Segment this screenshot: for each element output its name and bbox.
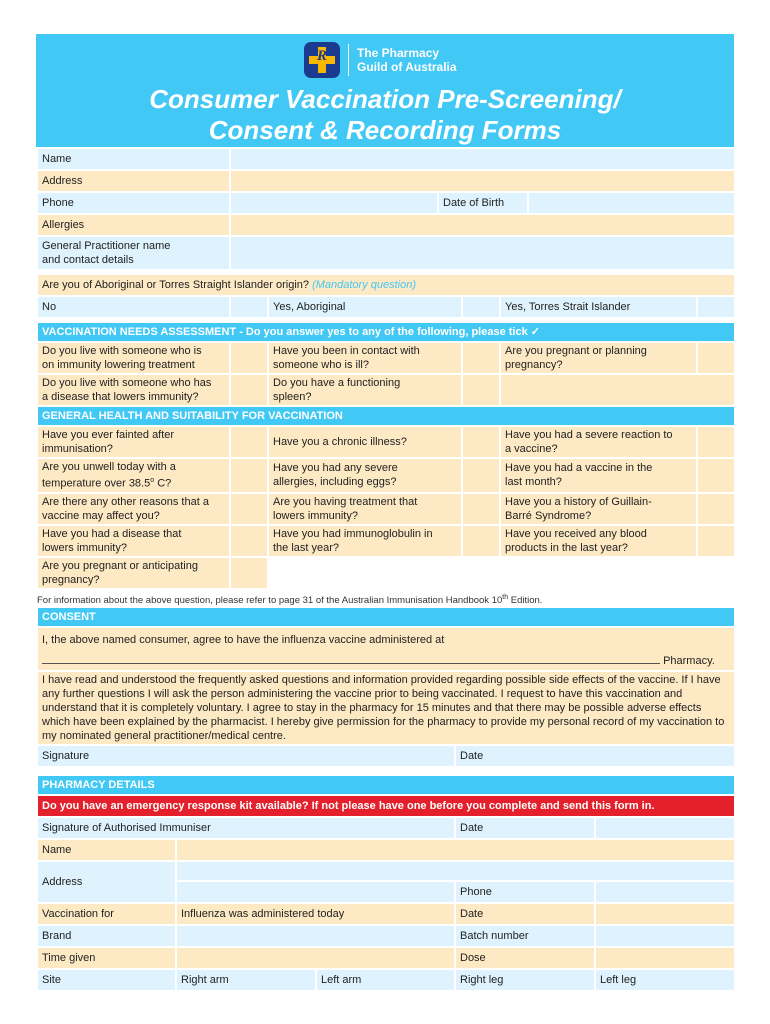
pharmacy-name-label: Name (37, 839, 176, 861)
needs-q1-line2: on immunity lowering treatment (42, 359, 195, 371)
needs-q4-checkbox[interactable] (230, 374, 268, 406)
form-page (36, 34, 734, 992)
site-right-arm[interactable]: Right arm (176, 969, 316, 991)
health-q11-line2: the last year? (273, 541, 340, 554)
dose-label: Dose (455, 947, 595, 969)
title-line1: Consumer Vaccination Pre-Screening/ (149, 84, 621, 114)
health-q11-line1: Have you had immunoglobulin in (273, 527, 433, 540)
pharmacy-line (42, 654, 730, 668)
health-q7 (37, 493, 230, 525)
health-q7-line2: vaccine may affect you? (42, 509, 160, 522)
needs-q2-line1: Have you been in contact with (273, 345, 420, 357)
health-q5 (268, 458, 462, 493)
health-q9 (500, 493, 697, 525)
dose-field[interactable] (595, 947, 735, 969)
needs-q4-line2: a disease that lowers immunity? (42, 391, 199, 403)
health-q10-line2: lowers immunity? (42, 541, 127, 554)
emergency-kit-alert: Do you have an emergency response kit available? If not please have one before you complete and send this form in. (37, 795, 735, 817)
health-q4-temp: temperature over 38.5 (42, 477, 151, 490)
pharmacy-suffix: Pharmacy. (663, 654, 715, 667)
site-left-arm[interactable]: Left arm (316, 969, 455, 991)
needs-q1-checkbox[interactable] (230, 342, 268, 374)
batch-field[interactable] (595, 925, 735, 947)
brand-label: Brand (37, 925, 176, 947)
address-label: Address (37, 170, 230, 192)
pharmacy-date-label: Date (455, 817, 595, 839)
health-q5-line1: Have you had any severe (273, 462, 398, 475)
health-q9-line1: Have you a history of Guillain- (505, 495, 652, 508)
site-right-leg[interactable]: Right leg (455, 969, 595, 991)
health-q6-checkbox[interactable] (697, 458, 735, 493)
page-title (36, 84, 734, 146)
gp-field[interactable] (230, 236, 735, 270)
guild-name-line1: The Pharmacy (357, 46, 440, 60)
needs-q5-checkbox[interactable] (462, 374, 500, 406)
pharmacy-address-field-2[interactable] (176, 881, 455, 903)
needs-empty-cell (500, 374, 735, 406)
health-q2: Have you a chronic illness? (268, 426, 462, 458)
needs-q1-line1: Do you live with someone who is (42, 345, 202, 357)
health-q3 (500, 426, 697, 458)
pharmacy-phone-field[interactable] (595, 881, 735, 903)
origin-no-label: No (37, 296, 230, 318)
needs-heading-text: VACCINATION NEEDS ASSESSMENT - Do you answer yes to any of the following, please tick (42, 326, 528, 338)
health-q13-line2: pregnancy? (42, 573, 100, 586)
needs-q3 (500, 342, 697, 374)
edition-sup: th (502, 593, 509, 601)
allergies-field[interactable] (230, 214, 735, 236)
tick-icon: ✓ (530, 326, 540, 338)
origin-no-checkbox[interactable] (230, 296, 268, 318)
health-q1-line1: Have you ever fainted after (42, 429, 175, 441)
site-left-leg[interactable]: Left leg (595, 969, 735, 991)
mandatory-note: (Mandatory question) (312, 279, 417, 291)
pharmacy-address-label: Address (37, 861, 176, 903)
health-q1 (37, 426, 230, 458)
consent-table (36, 606, 736, 768)
health-q4-checkbox[interactable] (230, 458, 268, 493)
origin-tsi-checkbox[interactable] (697, 296, 735, 318)
origin-table (36, 273, 736, 319)
handbook-note-text: For information about the above question, please refer to page 31 of the Australian Immunisation Handbook 10 (37, 594, 503, 606)
pharmacy-name-input[interactable] (176, 839, 735, 861)
vaccination-for-value: Influenza was administered today (176, 903, 455, 925)
health-q12 (500, 525, 697, 557)
health-heading: GENERAL HEALTH AND SUITABILITY FOR VACCINATION (37, 406, 735, 426)
needs-q2-line2: someone who is ill? (273, 359, 369, 371)
immuniser-signature-label: Signature of Authorised Immuniser (42, 821, 211, 834)
health-q13 (37, 557, 230, 589)
signature-label: Signature (42, 749, 90, 762)
health-q11 (268, 525, 462, 557)
guild-name-line2: Guild of Australia (357, 60, 457, 74)
health-q4-unit: C? (154, 477, 172, 490)
phone-label: Phone (37, 192, 230, 214)
health-q8 (268, 493, 462, 525)
time-given-label: Time given (37, 947, 176, 969)
needs-q4 (37, 374, 230, 406)
health-q3-checkbox[interactable] (697, 426, 735, 458)
needs-q4-line1: Do you live with someone who has (42, 377, 212, 389)
address-field[interactable] (230, 170, 735, 192)
health-q11-checkbox[interactable] (462, 525, 500, 557)
health-q9-line2: Barré Syndrome? (505, 509, 592, 522)
phone-field[interactable] (230, 192, 438, 214)
health-q10-checkbox[interactable] (230, 525, 268, 557)
health-q4-line1: Are you unwell today with a (42, 461, 176, 473)
consent-date-field[interactable] (455, 745, 735, 767)
consent-agree-text: I, the above named consumer, agree to have the influenza vaccine administered at (42, 633, 445, 646)
personal-details-table (36, 147, 736, 271)
health-q3-line2: a vaccine? (505, 443, 558, 455)
needs-q3-line1: Are you pregnant or planning (505, 345, 647, 357)
handbook-note-end: Edition. (508, 594, 543, 606)
pharmacy-date-field[interactable] (595, 817, 735, 839)
needs-q5-line1: Do you have a functioning (273, 377, 401, 389)
brand-field[interactable] (176, 925, 455, 947)
gp-label-line2: and contact details (42, 254, 134, 266)
guild-logo (304, 42, 504, 78)
time-given-field[interactable] (176, 947, 455, 969)
health-q5-checkbox[interactable] (462, 458, 500, 493)
form-header (36, 34, 734, 147)
health-q8-checkbox[interactable] (462, 493, 500, 525)
batch-label: Batch number (455, 925, 595, 947)
screening-table (36, 321, 736, 590)
site-label: Site (37, 969, 176, 991)
health-q12-checkbox[interactable] (697, 525, 735, 557)
health-q12-line2: products in the last year? (505, 541, 628, 554)
title-line2: Consent & Recording Forms (208, 115, 562, 145)
consent-agree (37, 627, 735, 671)
health-q7-line1: Are there any other reasons that a (42, 495, 209, 508)
pharmacy-heading: PHARMACY DETAILS (37, 775, 735, 795)
health-q10 (37, 525, 230, 557)
guild-cross-icon (304, 42, 340, 78)
needs-q2-checkbox[interactable] (462, 342, 500, 374)
needs-q2 (268, 342, 462, 374)
health-q9-checkbox[interactable] (697, 493, 735, 525)
health-q8-line2: lowers immunity? (273, 509, 358, 522)
origin-question-text: Are you of Aboriginal or Torres Straight Islander origin? (42, 279, 309, 291)
needs-q5 (268, 374, 462, 406)
guild-name (357, 46, 457, 74)
needs-q5-line2: spleen? (273, 391, 312, 403)
pharmacy-phone-label: Phone (455, 881, 595, 903)
dob-label: Date of Birth (438, 192, 528, 214)
origin-tsi-label: Yes, Torres Strait Islander (500, 296, 697, 318)
needs-q3-line2: pregnancy? (505, 359, 563, 371)
name-field[interactable] (230, 148, 735, 170)
vaccination-for-label: Vaccination for (37, 903, 176, 925)
needs-q1 (37, 342, 230, 374)
handbook-note (36, 590, 734, 606)
consent-date-label: Date (460, 749, 484, 762)
health-q1-checkbox[interactable] (230, 426, 268, 458)
origin-aboriginal-checkbox[interactable] (462, 296, 500, 318)
health-q4-line2 (42, 474, 225, 491)
degree-sup: o (150, 477, 155, 484)
health-q8-line1: Are you having treatment that (273, 495, 418, 508)
health-q4 (37, 458, 230, 493)
health-q13-checkbox[interactable] (230, 557, 268, 589)
needs-heading (37, 322, 735, 342)
consent-text: I have read and understood the frequently asked questions and information provided regarding possible side effects of the vaccine. If I have any further questions I will ask the person administering the vaccine prior to being vaccinated. I request to have this vaccination and understand that it is completely voluntary. I agree to stay in the pharmacy for 15 minutes and that there may be possible adverse effects which have been explained by the pharmacist. I hereby give permission for the pharmacy to provide my personal record of my vaccination to my nominated general practitioner/medical centre. (37, 671, 735, 745)
vaccination-date-field[interactable] (595, 903, 735, 925)
health-q6-line2: last month? (505, 476, 562, 489)
consent-heading: CONSENT (37, 607, 735, 627)
dob-field[interactable] (528, 192, 735, 214)
immuniser-signature-field[interactable] (37, 817, 455, 839)
origin-aboriginal-label: Yes, Aboriginal (268, 296, 462, 318)
health-q1-line2: immunisation? (42, 443, 113, 455)
gp-label-line1: General Practitioner name (42, 240, 171, 252)
allergies-label: Allergies (37, 214, 230, 236)
health-q6-line1: Have you had a vaccine in the (505, 462, 653, 475)
pharmacy-name-field[interactable] (42, 654, 660, 664)
health-q13-line1: Are you pregnant or anticipating (42, 559, 198, 572)
consent-signature-field[interactable] (37, 745, 455, 767)
health-q2-checkbox[interactable] (462, 426, 500, 458)
health-q6 (500, 458, 697, 493)
origin-question (37, 274, 735, 296)
health-q10-line1: Have you had a disease that (42, 527, 182, 540)
gp-label (37, 236, 230, 270)
pharmacy-address-field[interactable] (176, 861, 735, 881)
name-label: Name (37, 148, 230, 170)
health-q7-checkbox[interactable] (230, 493, 268, 525)
health-q12-line1: Have you received any blood (505, 527, 647, 540)
health-q5-line2: allergies, including eggs? (273, 476, 397, 489)
vaccination-date-label: Date (455, 903, 595, 925)
needs-q3-checkbox[interactable] (697, 342, 735, 374)
logo-letter: R (316, 48, 327, 64)
health-q3-line1: Have you had a severe reaction to (505, 429, 673, 441)
pharmacy-table (36, 774, 736, 992)
